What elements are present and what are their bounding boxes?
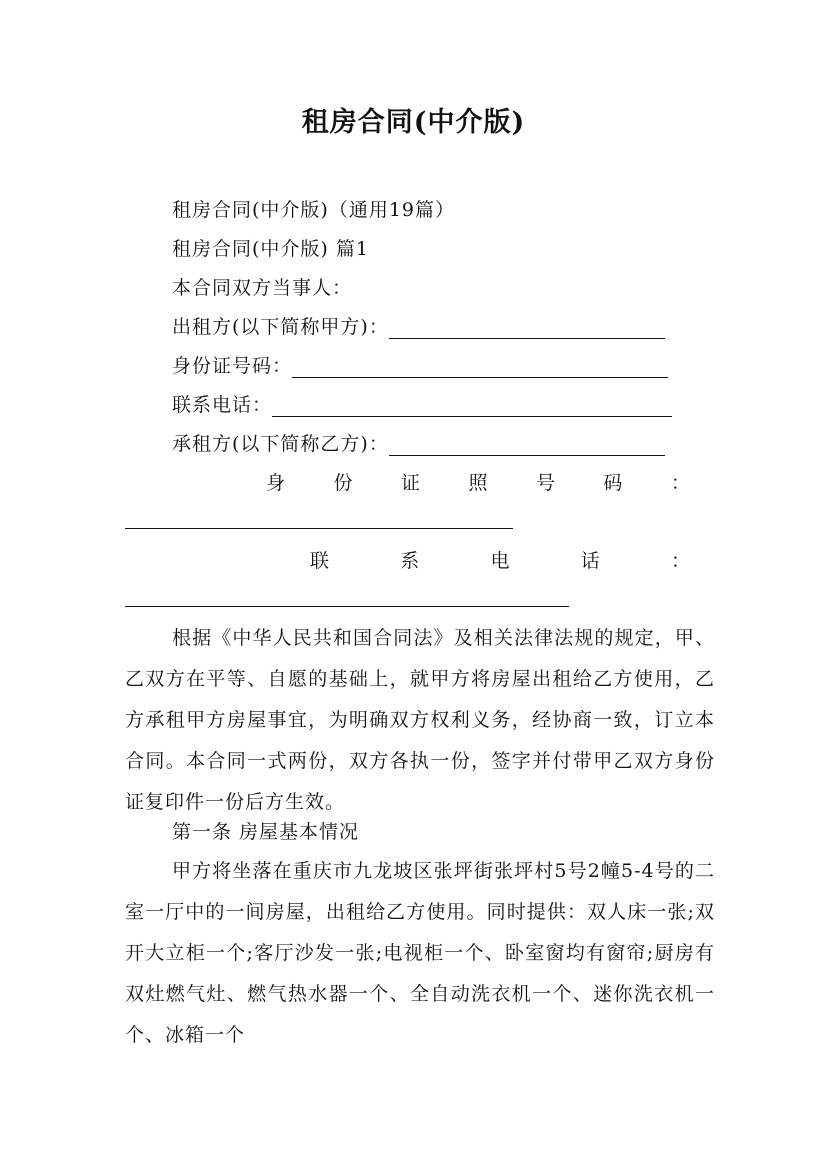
lessee-phone-label — [310, 549, 690, 573]
lessee-id-char: 号 — [535, 472, 555, 494]
lessee-phone-char: 系 — [400, 550, 420, 572]
lessee-id-char: 证 — [400, 472, 420, 494]
lessee-id-blank[interactable] — [125, 528, 513, 529]
lessor-label: 出租方(以下简称甲方)： — [172, 316, 389, 338]
lessee-id-char: ： — [670, 472, 690, 494]
document-subtitle: 租房合同(中介版)（通用19篇） — [172, 199, 456, 221]
lessor-name-blank[interactable] — [389, 320, 665, 339]
lessee-id-char: 份 — [333, 472, 353, 494]
lessee-id-char: 身 — [266, 472, 286, 494]
document-title: 租房合同(中介版) — [301, 107, 526, 138]
parties-intro: 本合同双方当事人： — [172, 277, 353, 299]
section-heading: 租房合同(中介版) 篇1 — [172, 238, 369, 260]
lessor-phone-label: 联系电话： — [172, 394, 273, 416]
lessor-id-label: 身份证号码： — [172, 355, 293, 377]
lessee-phone-blank[interactable] — [125, 606, 569, 607]
lessor-phone-row — [172, 393, 672, 417]
preamble-paragraph: 根据《中华人民共和国合同法》及相关法律法规的规定，甲、乙双方在平等、自愿的基础上，就甲方将房屋出租给乙方使用，乙方承租甲方房屋事宜，为明确双方权利义务，经协商一致，订立本合同。本合同一式两份，双方各执一份，签字并付带甲乙双方身份证复印件一份后方生效。 — [125, 627, 715, 813]
article-1-body: 甲方将坐落在重庆市九龙坡区张坪街张坪村5号2幢5-4号的二室一厅中的一间房屋，出租给乙方使用。同时提供：双人床一张;双开大立柜一个;客厅沙发一张;电视柜一个、卧室窗均有窗帘;厨房有双灶燃气灶、燃气热水器一个、全自动洗衣机一个、迷你洗衣机一个、冰箱一个 — [125, 860, 715, 1046]
lessee-phone-char: 联 — [310, 550, 330, 572]
lessor-id-row — [172, 354, 668, 378]
article-1-title: 第一条 房屋基本情况 — [172, 821, 360, 843]
lessee-phone-char: ： — [670, 550, 690, 572]
lessee-label: 承租方(以下简称乙方)： — [172, 433, 389, 455]
lessee-name-blank[interactable] — [389, 437, 665, 456]
lessee-id-char: 码 — [603, 472, 623, 494]
lessee-id-char: 照 — [468, 472, 488, 494]
lessor-id-blank[interactable] — [292, 359, 668, 378]
lessee-phone-char: 电 — [490, 550, 510, 572]
lessor-row — [172, 315, 665, 339]
lessee-row — [172, 432, 665, 456]
lessee-phone-char: 话 — [580, 550, 600, 572]
lessor-phone-blank[interactable] — [272, 398, 672, 417]
lessee-id-label — [266, 471, 690, 495]
